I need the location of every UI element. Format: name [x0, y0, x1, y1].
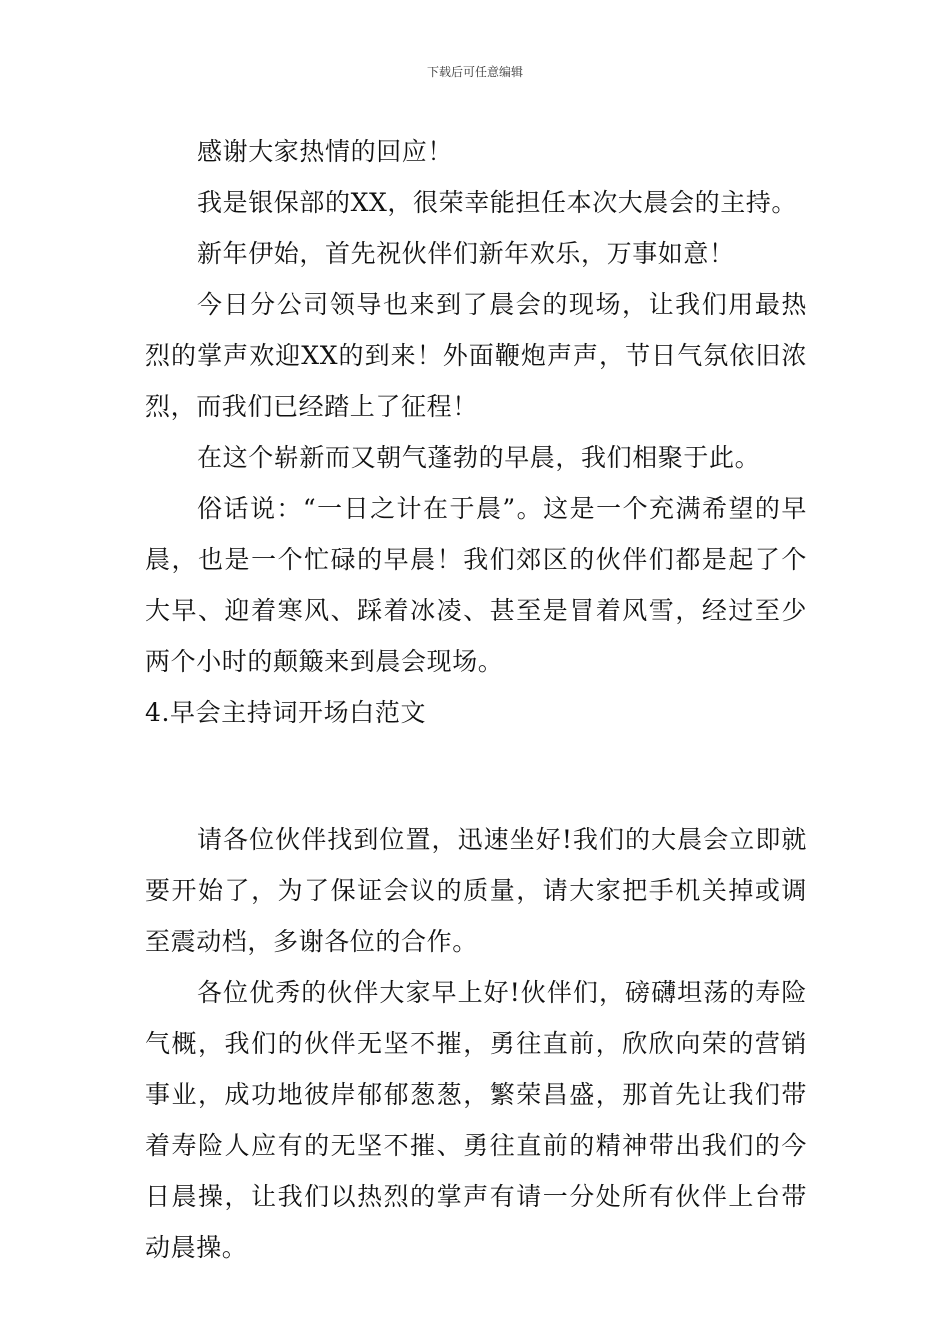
page-header-note: 下载后可任意编辑: [426, 65, 523, 79]
blank-spacer: [145, 738, 807, 814]
paragraph: 请各位伙伴找到位置，迅速坐好!我们的大晨会立即就要开始了，为了保证会议的质量，请大家把手机关掉或调至震动档，多谢各位的合作。: [145, 825, 807, 956]
paragraph: 我是银保部的XX，很荣幸能担任本次大晨会的主持。: [197, 188, 797, 217]
paragraph: 新年伊始，首先祝伙伴们新年欢乐，万事如意！: [197, 239, 735, 268]
document-body: [145, 126, 807, 1273]
paragraph: 各位优秀的伙伴大家早上好!伙伴们，磅礴坦荡的寿险气概，我们的伙伴无坚不摧，勇往直前，欣欣向荣的营销事业，成功地彼岸郁郁葱葱，繁荣昌盛，那首先让我们带着寿险人应有的无坚不摧、勇往直前的精神带出我们的今日晨操，让我们以热烈的掌声有请一分处所有伙伴上台带动晨操。: [145, 978, 807, 1262]
paragraph: 今日分公司领导也来到了晨会的现场，让我们用最热烈的掌声欢迎XX的到来！外面鞭炮声声，节日气氛依旧浓烈，而我们已经踏上了征程！: [145, 290, 807, 421]
paragraph: 在这个崭新而又朝气蓬勃的早晨，我们相聚于此。: [197, 443, 761, 472]
paragraph: 感谢大家热情的回应！: [197, 137, 454, 166]
section-heading: 4.早会主持词开场白范文: [145, 698, 427, 727]
paragraph: 俗话说：“一日之计在于晨”。这是一个充满希望的早晨，也是一个忙碌的早晨！我们郊区的伙伴们都是起了个大早、迎着寒风、踩着冰凌、甚至是冒着风雪，经过至少两个小时的颠簸来到晨会现场。: [145, 494, 807, 676]
